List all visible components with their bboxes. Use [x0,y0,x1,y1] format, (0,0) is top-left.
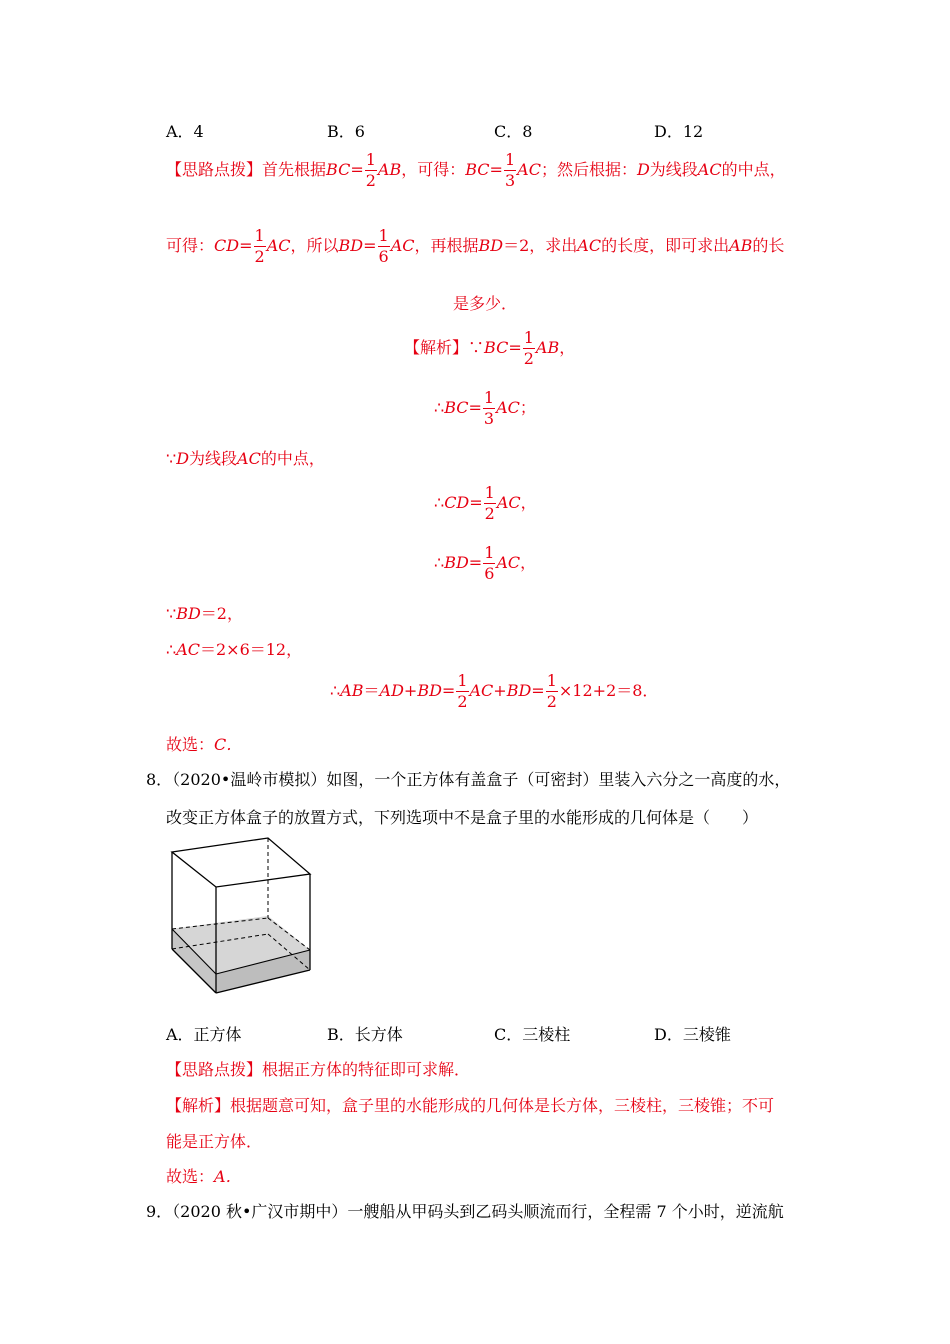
answer-label: 故选： [166,735,215,754]
var-bd: BD [417,681,442,700]
q7-option-b: B．6 [327,122,365,141]
den: 2 [365,171,376,190]
answer-value: A． [214,1167,242,1186]
eq: = [469,493,483,512]
semicolon: ； [519,398,536,417]
q7-option-d: D．12 [654,122,704,141]
var-bd: BD [176,604,201,623]
var-ac: AC [176,640,200,659]
eq: = [468,398,482,417]
fraction-1-6 [483,545,495,582]
var-bd: BD [338,236,364,255]
var-ab: AB [535,338,560,357]
var-ac: AC [266,236,291,255]
text: 的中点， [260,449,325,468]
q7-solution-line2 [434,390,536,427]
var-ac: AC [697,160,722,179]
var-ab: AB [729,236,753,255]
fraction-1-2 [254,228,266,265]
var-ac: AC [496,553,521,572]
var-ab: AB [377,160,402,179]
plus: + [493,681,507,700]
eq: = [239,236,253,255]
q8-solution-line2: 能是正方体． [166,1132,263,1151]
comma: ， [520,553,537,572]
var-ac: AC [469,681,494,700]
eq: = [350,160,364,179]
den: 3 [504,171,516,190]
hint-label: 【思路点拨】 [166,160,263,179]
hint-text: 的长度，即可求出 [601,236,730,255]
var-d: D [636,160,650,179]
var-cd: CD [444,493,470,512]
fraction-1-2 [484,485,496,522]
eq: = [468,553,483,572]
var-ac: AC [496,493,521,512]
den: 3 [483,409,495,428]
q7-option-a: A．4 [166,122,204,141]
hint-text: 可得： [166,236,215,255]
q7-hint-line2 [166,228,784,265]
eq: = [441,681,456,700]
q8-option-b: B．长方体 [327,1025,403,1044]
answer-label: 故选： [166,1167,215,1186]
q8-option-d: D．三棱锥 [654,1025,731,1044]
fraction-1-6 [378,228,390,265]
therefore-symbol: ∴ [434,398,445,417]
den: 2 [546,692,557,711]
q9-stem-line1: 9．（2020 秋•广汉市期中）一艘船从甲码头到乙码头顺流而行，全程需 7 个小时，逆流航 [146,1202,784,1221]
hint-text: 首先根据 [262,160,327,179]
fraction-1-2 [365,152,377,189]
num: 1 [504,150,516,169]
hint-text: ，所以 [290,236,339,255]
fraction-1-2 [456,673,468,710]
text: ×12+2＝8． [558,681,659,700]
q7-answer [166,732,242,755]
because-symbol: ∵ [166,449,177,468]
hint-text: ，可得： [401,160,466,179]
num: 1 [457,671,468,690]
q8-option-a: A．正方体 [166,1025,242,1044]
text: ＝2×6＝12， [199,640,303,659]
var-ac: AC [517,160,541,179]
q8-answer [166,1164,242,1187]
q7-solution-line1 [404,330,575,367]
q7-solution-line7 [166,637,302,660]
num: 1 [254,226,265,245]
num: 1 [378,226,389,245]
hint-text: ＝2，求出 [503,236,578,255]
therefore-symbol: ∴ [330,681,341,700]
because-symbol: ∵ [468,338,485,357]
eq: = [531,681,545,700]
num: 1 [484,543,495,562]
var-ac: AC [577,236,602,255]
q7-solution-line4 [434,485,537,522]
comma: ， [520,493,537,512]
den: 2 [484,504,495,523]
because-symbol: ∵ [166,604,177,623]
var-bd: BD [444,553,469,572]
hint-text: 的长 [752,236,785,255]
den: 2 [254,247,265,266]
q7-option-c: C．8 [494,122,533,141]
text: ＝2， [200,604,243,623]
var-ac: AC [237,449,261,468]
q7-hint-line1 [166,152,786,189]
q8-stem-line2: 改变正方体盒子的放置方式，下列选项中不是盒子里的水能形成的几何体是（ ） [166,808,759,827]
num: 1 [546,671,557,690]
num: 1 [483,388,495,407]
fraction-1-3 [504,152,516,189]
q8-hint: 【思路点拨】根据正方体的特征即可求解． [166,1060,471,1079]
q7-hint-line3: 是多少． [453,294,518,313]
q7-solution-line6 [166,601,243,624]
eq: = [489,160,503,179]
eq: = [508,338,522,357]
hint-text: ，再根据 [414,236,479,255]
var-bd: BD [506,681,532,700]
var-ad: AD [379,681,404,700]
den: 6 [484,564,495,583]
fraction-1-2 [546,673,558,710]
var-cd: CD [214,236,240,255]
q8-solution-line1: 【解析】根据题意可知，盒子里的水能形成的几何体是长方体，三棱柱，三棱锥；不可 [166,1096,775,1115]
den: 6 [378,247,389,266]
var-d: D [176,449,190,468]
text: 为线段 [189,449,238,468]
hint-text: 为线段 [649,160,698,179]
den: 2 [457,692,468,711]
top-face [172,838,310,887]
num: 1 [365,150,376,169]
fraction-1-3 [483,390,495,427]
num: 1 [523,328,534,347]
solution-label: 【解析】 [404,338,469,357]
var-ac: AC [496,398,520,417]
num: 1 [484,483,495,502]
q7-solution-line5 [434,545,536,582]
q7-solution-line8 [330,673,658,710]
fraction-1-2 [523,330,535,367]
therefore-symbol: ∴ [166,640,177,659]
plus: + [403,681,418,700]
q8-stem-line1: 8．（2020•温岭市模拟）如图，一个正方体有盖盒子（可密封）里装入六分之一高度的水， [146,770,791,789]
var-bc: BC [444,398,469,417]
hint-text: ；然后根据： [540,160,637,179]
cube-figure [160,834,320,1000]
den: 2 [523,349,534,368]
var-bd: BD [478,236,504,255]
var-bc: BC [465,160,490,179]
var-ab: AB [340,681,364,700]
answer-value: C． [214,735,243,754]
eq: = [363,236,377,255]
var-bc: BC [326,160,351,179]
hint-text: 的中点， [721,160,786,179]
var-ac: AC [390,236,415,255]
comma: ， [559,338,576,357]
q8-option-c: C．三棱柱 [494,1025,571,1044]
therefore-symbol: ∴ [434,493,445,512]
q7-solution-line3 [166,446,325,469]
therefore-symbol: ∴ [434,553,445,572]
var-bc: BC [484,338,509,357]
eq: ＝ [363,681,380,700]
